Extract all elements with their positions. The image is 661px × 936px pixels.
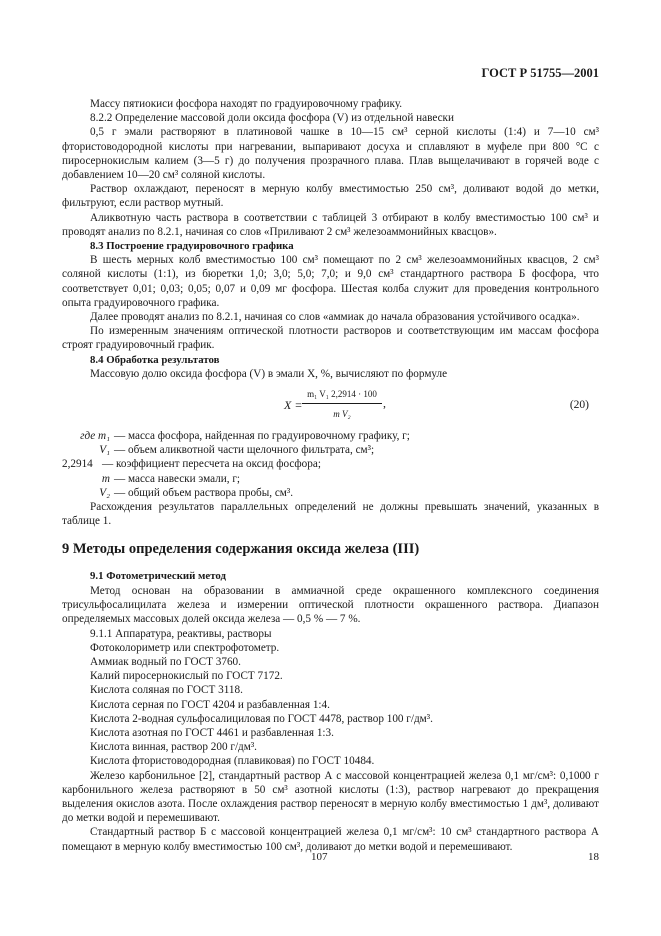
definition-row [62, 486, 599, 500]
formula-number: (20) [569, 399, 589, 412]
paragraph: Массу пятиокиси фосфора находят по градуировочному графику. [90, 98, 403, 110]
paragraph: По измеренным значениям оптической плотности растворов и соответствующим им массам фосфора строят градуировочный график. [62, 325, 599, 352]
paragraph: 0,5 г эмали растворяют в платиновой чашке в 10—15 см³ серной кислоты (1:4) и 7—10 см³ фтористоводородной кислоты при нагревании, выпаривают досуха и сплавляют в муфеле при 800 °С с пиросернокислым калием (3—5 г) до получения прозрачного плава. Плав выщелачивают в горячей воде с добавлением 10—20 см³ соляной кислоты. [62, 126, 599, 182]
list-item: Фотоколориметр или спектрофотометр. [90, 641, 280, 654]
paragraph: Далее проводят анализ по 8.2.1, начиная со слов «аммиак до начала образования устойчивого осадка». [90, 311, 580, 324]
list-item: Кислота азотная по ГОСТ 4461 и разбавленная 1:3. [90, 726, 334, 739]
definition-symbol: V₂ [99, 486, 110, 499]
definition-row [62, 472, 599, 486]
definition-symbol: 2,2914 [62, 458, 93, 471]
formula-lhs: X = [284, 398, 303, 413]
list-item: Кислота винная, раствор 200 г/дм³. [90, 741, 257, 754]
section-title-9-1: 9.1 Фотометрический метод [90, 569, 226, 582]
variable-definitions [62, 429, 599, 500]
formula-fraction [302, 387, 382, 421]
section-title-9: 9 Методы определения содержания оксида железа (III) [62, 541, 420, 558]
list-item: Кислота фтористоводородная (плавиковая) по ГОСТ 10484. [90, 755, 375, 768]
definition-text: — объем аликвотной части щелочного фильтрата, см³; [114, 444, 375, 457]
definition-symbol: V₁ [99, 444, 110, 457]
paragraph: Железо карбонильное [2], стандартный раствор А с массовой концентрацией железа 0,1 мг/см³: 0,1000 г карбонильного железа растворяют в 50 см³ азотной кислоты (1:3), раствор нагревают до прекращения выделения окислов азота. После охлаждения раствор переносят в мерную колбу вместимостью 1 дм³, доливают до метки водой и перемешивают. [62, 769, 599, 825]
definition-row [62, 443, 599, 457]
definition-text: — масса фосфора, найденная по градуировочному графику, г; [114, 430, 410, 443]
document-body [62, 97, 599, 854]
list-item: Кислота 2-водная сульфосалициловая по ГОСТ 4478, раствор 100 г/дм³. [90, 712, 433, 725]
list-item: Аммиак водный по ГОСТ 3760. [90, 655, 241, 668]
formula-comma: , [383, 396, 386, 411]
definition-text: — масса навески эмали, г; [114, 472, 241, 485]
definition-symbol: где m₁ [80, 430, 110, 443]
definition-text: — общий объем раствора пробы, см³. [114, 486, 294, 499]
subsection-title-9-1-1: 9.1.1 Аппаратура, реактивы, растворы [90, 627, 272, 640]
definition-text: — коэффициент пересчета на оксид фосфора; [102, 458, 321, 471]
paragraph: Аликвотную часть раствора в соответствии с таблицей 3 отбирают в колбу вместимостью 100 см³ и проводят анализ по 8.2.1, начиная со слов «Приливают 2 см³ железоаммонийных квасцов». [62, 211, 599, 238]
definition-symbol: m [101, 472, 110, 485]
section-title-8-4: 8.4 Обработка результатов [90, 353, 220, 366]
paragraph: Метод основан на образовании в аммиачной среде окрашенного комплексного соединения трисульфосалицилата железа и измерении оптической плотности окрашенного раствора. Диапазон определяемых массовых долей оксида железа — 0,5 % — 7 %. [62, 584, 599, 626]
list-item: Кислота соляная по ГОСТ 3118. [90, 684, 243, 697]
formula-numerator: m₁ V₁ 2,2914 · 100 [302, 387, 382, 404]
definition-row [62, 429, 599, 443]
list-item: Калий пиросернокислый по ГОСТ 7172. [90, 670, 283, 683]
paragraph: Расхождения результатов параллельных определений не должны превышать значений, указанных в таблице 1. [62, 501, 599, 528]
section-title-8-3: 8.3 Построение градуировочного графика [90, 240, 294, 253]
formula-20 [62, 385, 599, 425]
list-item: Кислота серная по ГОСТ 4204 и разбавленная 1:4. [90, 698, 330, 711]
reagent-list [62, 641, 599, 769]
page-number-center: 107 [311, 851, 328, 863]
paragraph: Массовую долю оксида фосфора (V) в эмали X, %, вычисляют по формуле [90, 367, 448, 380]
page-number-right: 18 [588, 851, 599, 863]
paragraph: В шесть мерных колб вместимостью 100 см³ помещают по 2 см³ железоаммонийных квасцов, 2 см³ соляной кислоты (1:1), из бюретки 1,0; 3,0; 5,0; 7,0; и 9,0 см³ стандартного раствора Б фосфора, что соответствует 0,01; 0,03; 0,05; 0,07 и 0,09 мг фосфора. Шестая колба служит для проведения контрольного опыта градуировочного графика. [62, 254, 599, 309]
definition-row [62, 457, 599, 471]
paragraph: Раствор охлаждают, переносят в мерную колбу вместимостью 250 см³, доливают водой до метки, фильтруют, если раствор мутный. [62, 183, 599, 210]
standard-number: ГОСТ Р 51755—2001 [481, 66, 599, 80]
subsection-title-8-2-2: 8.2.2 Определение массовой доли оксида фосфора (V) из отдельной навески [90, 112, 454, 125]
formula-denominator: m V₂ [333, 409, 351, 420]
paragraph: Стандартный раствор Б с массовой концентрацией железа 0,1 мг/см³: 10 см³ стандартного раствора А помещают в мерную колбу вместимостью 100 см³, доливают до метки водой и перемешивают. [62, 826, 599, 853]
